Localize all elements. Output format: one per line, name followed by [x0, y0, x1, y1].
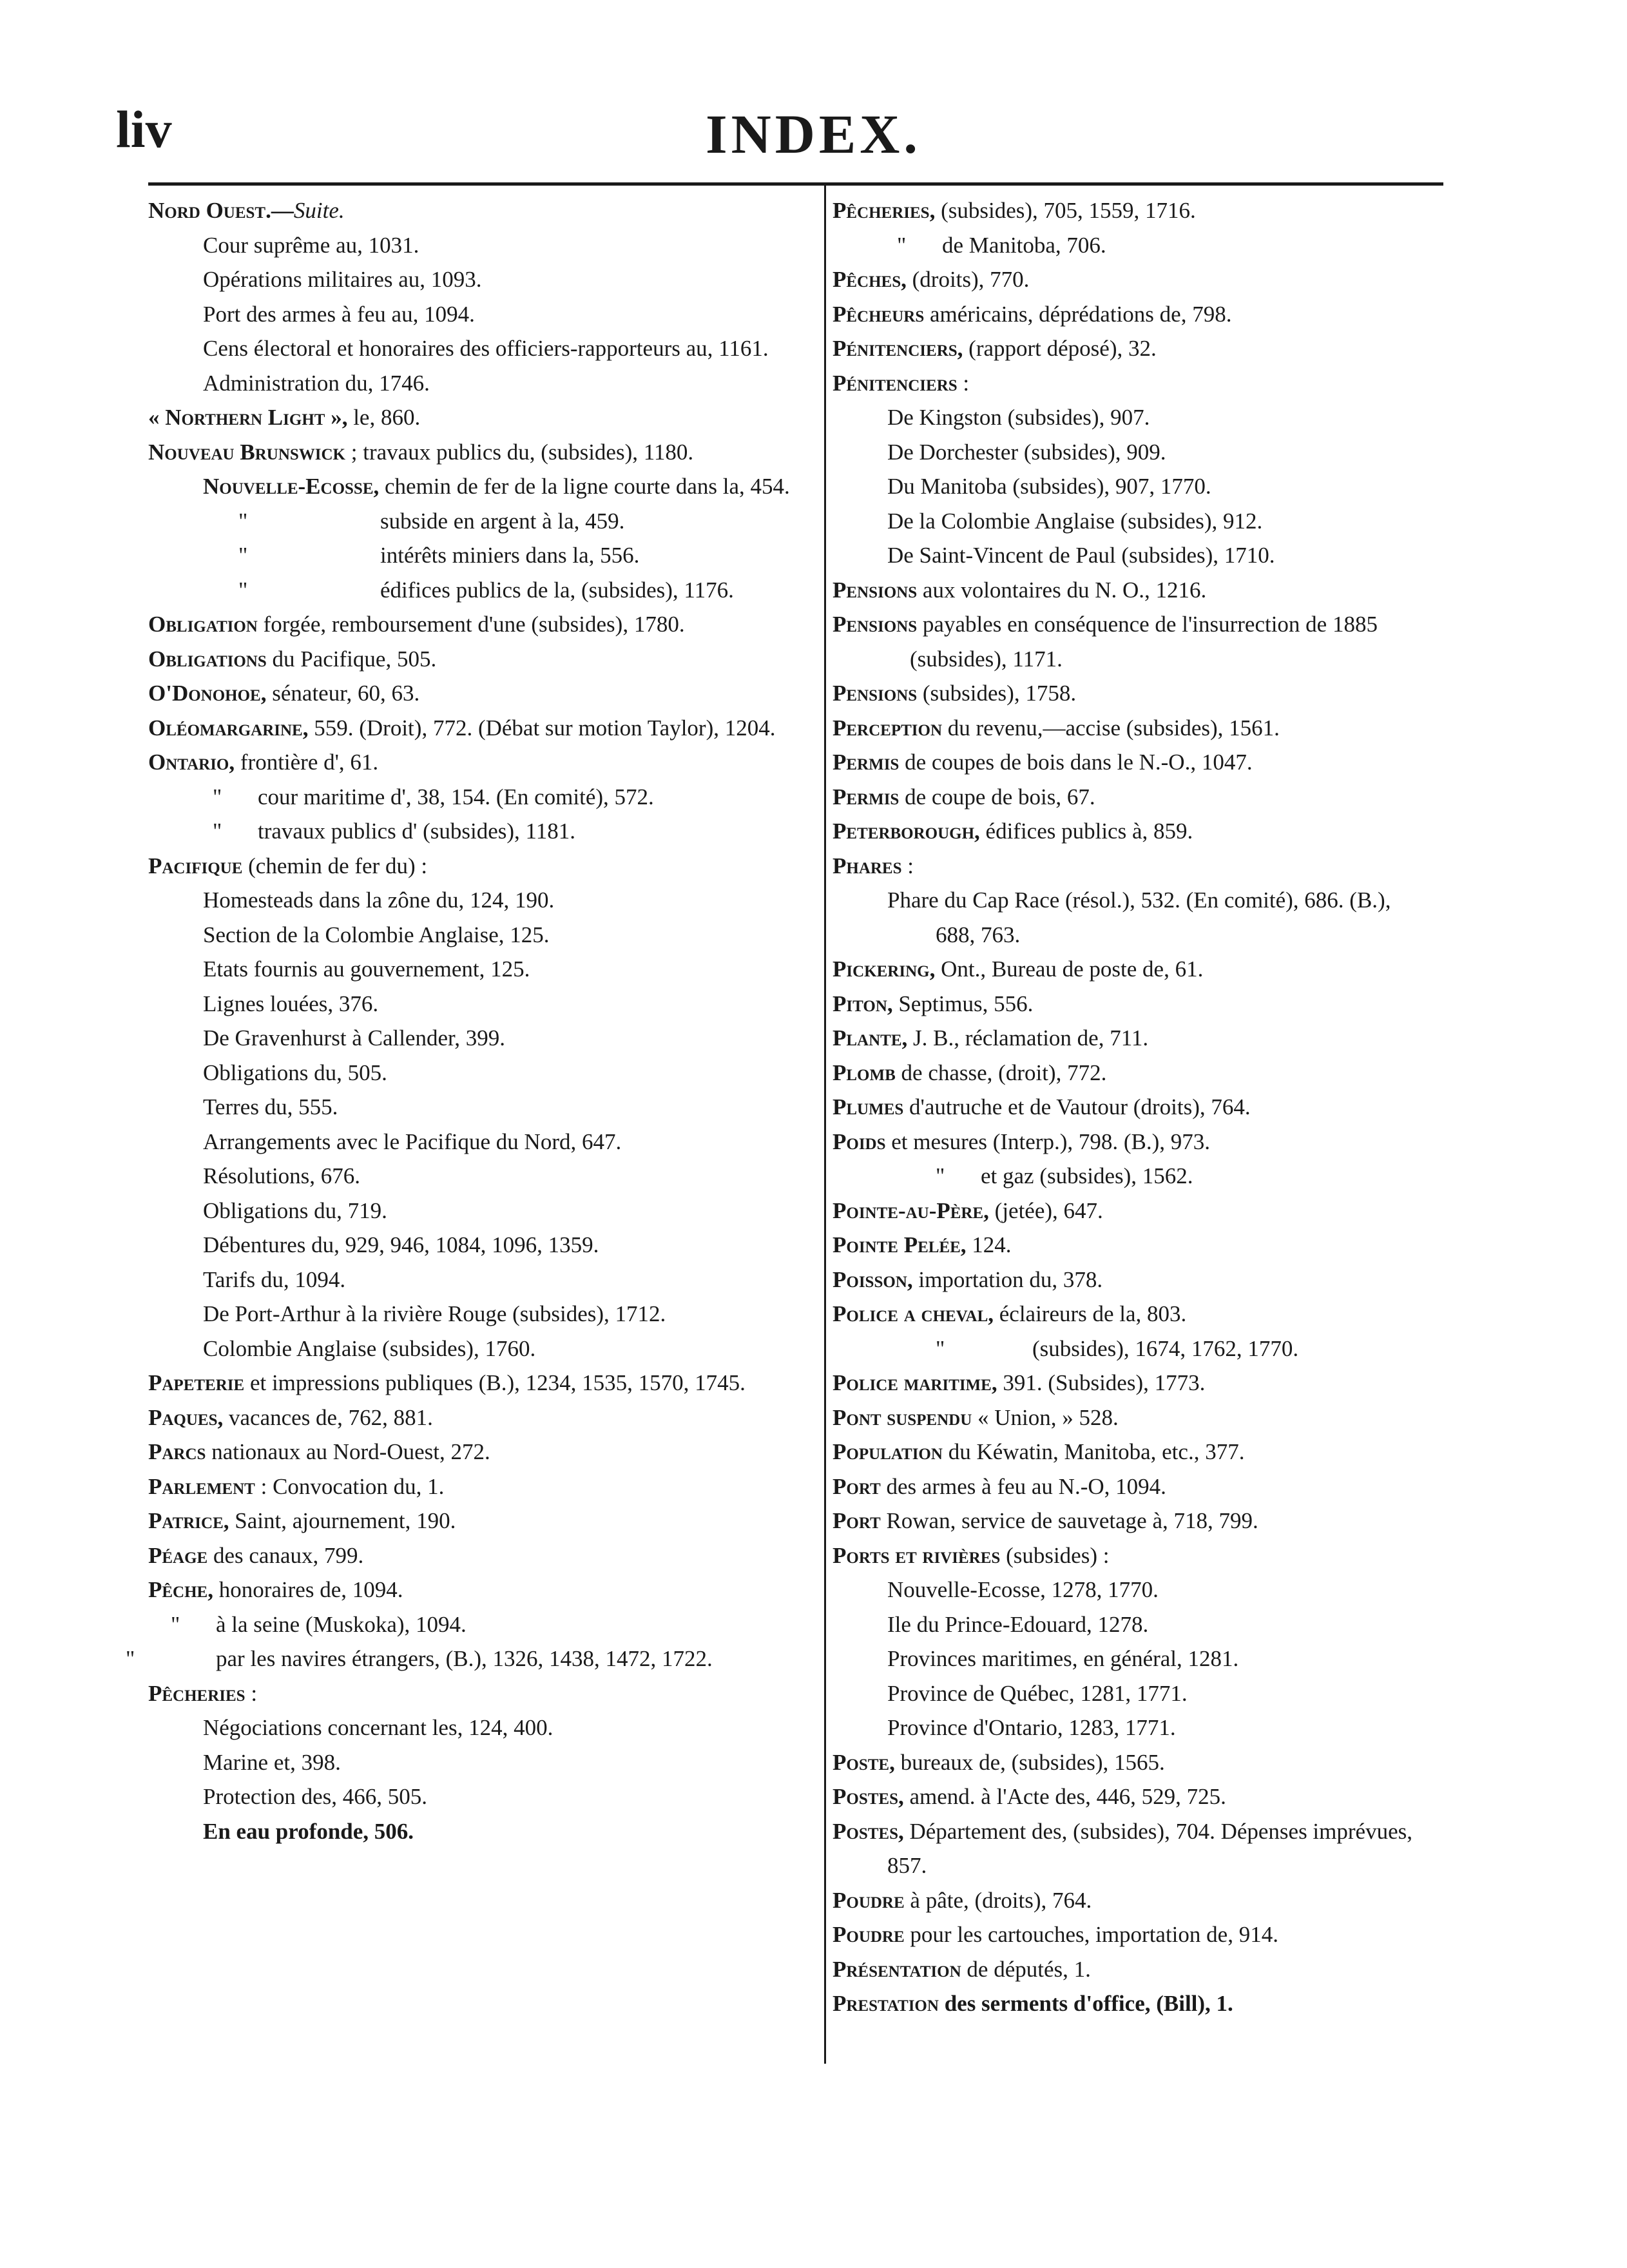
index-entry: Pensions payables en conséquence de l'insurrection de 1885 (subsides), 1171. [833, 612, 1378, 672]
index-ditto-entry: " à la seine (Muskoka), 1094. [171, 1611, 467, 1637]
index-entry: Poste, bureaux de, (subsides), 1565. [833, 1749, 1165, 1775]
index-entry: Pêche, honoraires de, 1094. [148, 1577, 403, 1602]
index-subentry: Marine et, 398. [203, 1749, 341, 1775]
page-number: liv [116, 100, 172, 159]
index-entry: Pêches, (droits), 770. [833, 267, 1030, 292]
index-subentry: Colombie Anglaise (subsides), 1760. [203, 1335, 536, 1361]
index-ditto-entry: " édifices publics de la, (subsides), 1176. [238, 577, 734, 603]
index-entry: Pointe Pelée, 124. [833, 1232, 1012, 1257]
index-entry: Permis de coupe de bois, 67. [833, 784, 1095, 809]
index-subentry: Homesteads dans la zône du, 124, 190. [203, 887, 555, 913]
index-entry: Pensions aux volontaires du N. O., 1216. [833, 577, 1207, 603]
index-entry: Permis de coupes de bois dans le N.-O., 1047. [833, 750, 1253, 775]
index-entry: Patrice, Saint, ajournement, 190. [148, 1508, 456, 1533]
index-entry: Pêcheurs américains, déprédations de, 798. [833, 301, 1232, 327]
index-entry: Prestation des serments d'office, (Bill), 1. [833, 1991, 1233, 2016]
index-ditto-entry: " (subsides), 1674, 1762, 1770. [936, 1335, 1299, 1361]
index-entry: Police a cheval, éclaireurs de la, 803. [833, 1301, 1187, 1326]
index-entry: Port Rowan, service de sauvetage à, 718, 799. [833, 1508, 1258, 1533]
index-subentry: Section de la Colombie Anglaise, 125. [203, 922, 550, 947]
index-subentry: De Kingston (subsides), 907. [887, 405, 1150, 430]
index-entry: Nouvelle-Ecosse, chemin de fer de la ligne courte dans la, 454. [203, 474, 790, 499]
index-entry: Obligation forgée, remboursement d'une (subsides), 1780. [148, 612, 685, 637]
index-subentry: Nouvelle-Ecosse, 1278, 1770. [887, 1577, 1159, 1602]
index-subentry: Cens électoral et honoraires des officiers-rapporteurs au, 1161. [203, 336, 769, 361]
index-subentry: De Dorchester (subsides), 909. [887, 439, 1166, 465]
index-entry: Plumes d'autruche et de Vautour (droits), 764. [833, 1094, 1251, 1119]
index-subentry: Opérations militaires au, 1093. [203, 267, 482, 292]
page-title: INDEX. [706, 103, 921, 165]
index-subentry: De Saint-Vincent de Paul (subsides), 1710. [887, 543, 1275, 568]
index-ditto-entry: " cour maritime d', 38, 154. (En comité), 572. [213, 784, 654, 809]
index-entry: Obligations du Pacifique, 505. [148, 646, 437, 672]
index-entry: Poids et mesures (Interp.), 798. (B.), 973. [833, 1129, 1210, 1154]
index-ditto-entry: " de Manitoba, 706. [897, 232, 1106, 258]
index-subentry: Province d'Ontario, 1283, 1771. [887, 1715, 1176, 1740]
index-entry: Pensions (subsides), 1758. [833, 681, 1077, 706]
index-ditto-entry: " subside en argent à la, 459. [238, 508, 625, 534]
index-subentry: Obligations du, 719. [203, 1197, 387, 1223]
index-entry: Plante, J. B., réclamation de, 711. [833, 1025, 1149, 1051]
right-column [833, 193, 1432, 2021]
index-subentry: De la Colombie Anglaise (subsides), 912. [887, 508, 1263, 534]
index-subentry: Phare du Cap Race (résol.), 532. (En comité), 686. (B.), 688, 763. [887, 887, 1391, 947]
index-entry: Phares : [833, 853, 914, 878]
index-entry: O'Donohoe, sénateur, 60, 63. [148, 681, 420, 706]
index-subentry: Cour suprême au, 1031. [203, 232, 419, 258]
index-entry: Péage des canaux, 799. [148, 1542, 364, 1568]
index-entry: Plomb de chasse, (droit), 772. [833, 1060, 1107, 1085]
index-entry: Pickering, Ont., Bureau de poste de, 61. [833, 956, 1204, 982]
left-column [126, 193, 815, 1848]
index-entry: Piton, Septimus, 556. [833, 991, 1034, 1016]
index-entry: Poudre à pâte, (droits), 764. [833, 1887, 1092, 1913]
header-rule [148, 182, 1443, 186]
index-subentry: Lignes louées, 376. [203, 991, 379, 1016]
index-subentry: Protection des, 466, 505. [203, 1784, 428, 1809]
index-entry: Police maritime, 391. (Subsides), 1773. [833, 1370, 1206, 1395]
index-entry: Ontario, frontière d', 61. [148, 750, 379, 775]
index-entry: Postes, amend. à l'Acte des, 446, 529, 725. [833, 1784, 1226, 1809]
index-subentry: Négociations concernant les, 124, 400. [203, 1715, 554, 1740]
index-entry: Papeterie et impressions publiques (B.), 1234, 1535, 1570, 1745. [148, 1370, 746, 1395]
index-entry: Présentation de députés, 1. [833, 1956, 1091, 1982]
index-entry: « Northern Light », le, 860. [148, 405, 421, 430]
index-subentry: Terres du, 555. [203, 1094, 338, 1119]
index-subentry: Administration du, 1746. [203, 370, 430, 396]
index-entry: Poudre pour les cartouches, importation de, 914. [833, 1922, 1278, 1947]
index-entry: Perception du revenu,—accise (subsides), 1561. [833, 715, 1280, 741]
index-entry: Pêcheries, (subsides), 705, 1559, 1716. [833, 198, 1196, 223]
index-entry: Postes, Département des, (subsides), 704. Dépenses imprévues, 857. [833, 1818, 1412, 1878]
index-entry: Peterborough, édifices publics à, 859. [833, 819, 1193, 844]
index-entry: Pénitenciers, (rapport déposé), 32. [833, 336, 1157, 361]
index-entry: Pêcheries : [148, 1680, 258, 1706]
index-subentry: Du Manitoba (subsides), 907, 1770. [887, 474, 1211, 499]
index-subentry: Port des armes à feu au, 1094. [203, 301, 475, 327]
index-subentry: En eau profonde, 506. [203, 1818, 414, 1844]
index-entry: Port des armes à feu au N.-O, 1094. [833, 1473, 1166, 1499]
index-entry: Nouveau Brunswick ; travaux publics du, (subsides), 1180. [148, 439, 694, 465]
index-entry: Pont suspendu « Union, » 528. [833, 1404, 1119, 1430]
index-subentry: Arrangements avec le Pacifique du Nord, 647. [203, 1129, 622, 1154]
index-subentry: Province de Québec, 1281, 1771. [887, 1680, 1188, 1706]
index-entry: Parlement : Convocation du, 1. [148, 1473, 445, 1499]
index-entry: Poisson, importation du, 378. [833, 1266, 1103, 1292]
column-divider [824, 183, 826, 2064]
index-entry: Pénitenciers : [833, 370, 970, 396]
index-ditto-entry: " travaux publics d' (subsides), 1181. [213, 819, 575, 844]
index-entry: Pointe-au-Père, (jetée), 647. [833, 1197, 1103, 1223]
index-entry: Nord Ouest.—Suite. [148, 198, 345, 223]
index-subentry: Etats fournis au gouvernement, 125. [203, 956, 530, 982]
index-subentry: Provinces maritimes, en général, 1281. [887, 1646, 1239, 1671]
index-subentry: Débentures du, 929, 946, 1084, 1096, 1359. [203, 1232, 599, 1257]
index-subentry: De Port-Arthur à la rivière Rouge (subsides), 1712. [203, 1301, 666, 1326]
index-entry: Paques, vacances de, 762, 881. [148, 1404, 433, 1430]
index-subentry: Résolutions, 676. [203, 1163, 361, 1188]
index-ditto-entry: " par les navires étrangers, (B.), 1326, 1438, 1472, 1722. [126, 1646, 713, 1671]
index-subentry: Tarifs du, 1094. [203, 1266, 346, 1292]
index-subentry: De Gravenhurst à Callender, 399. [203, 1025, 505, 1051]
index-entry: Population du Kéwatin, Manitoba, etc., 377. [833, 1439, 1245, 1464]
index-subentry: Obligations du, 505. [203, 1060, 387, 1085]
index-subentry: Ile du Prince-Edouard, 1278. [887, 1611, 1149, 1637]
index-entry: Ports et rivières (subsides) : [833, 1542, 1110, 1568]
index-ditto-entry: " intérêts miniers dans la, 556. [238, 543, 640, 568]
index-ditto-entry: " et gaz (subsides), 1562. [936, 1163, 1193, 1188]
index-entry: Oléomargarine, 559. (Droit), 772. (Débat sur motion Taylor), 1204. [148, 715, 776, 741]
index-entry: Pacifique (chemin de fer du) : [148, 853, 428, 878]
index-entry: Parcs nationaux au Nord-Ouest, 272. [148, 1439, 490, 1464]
